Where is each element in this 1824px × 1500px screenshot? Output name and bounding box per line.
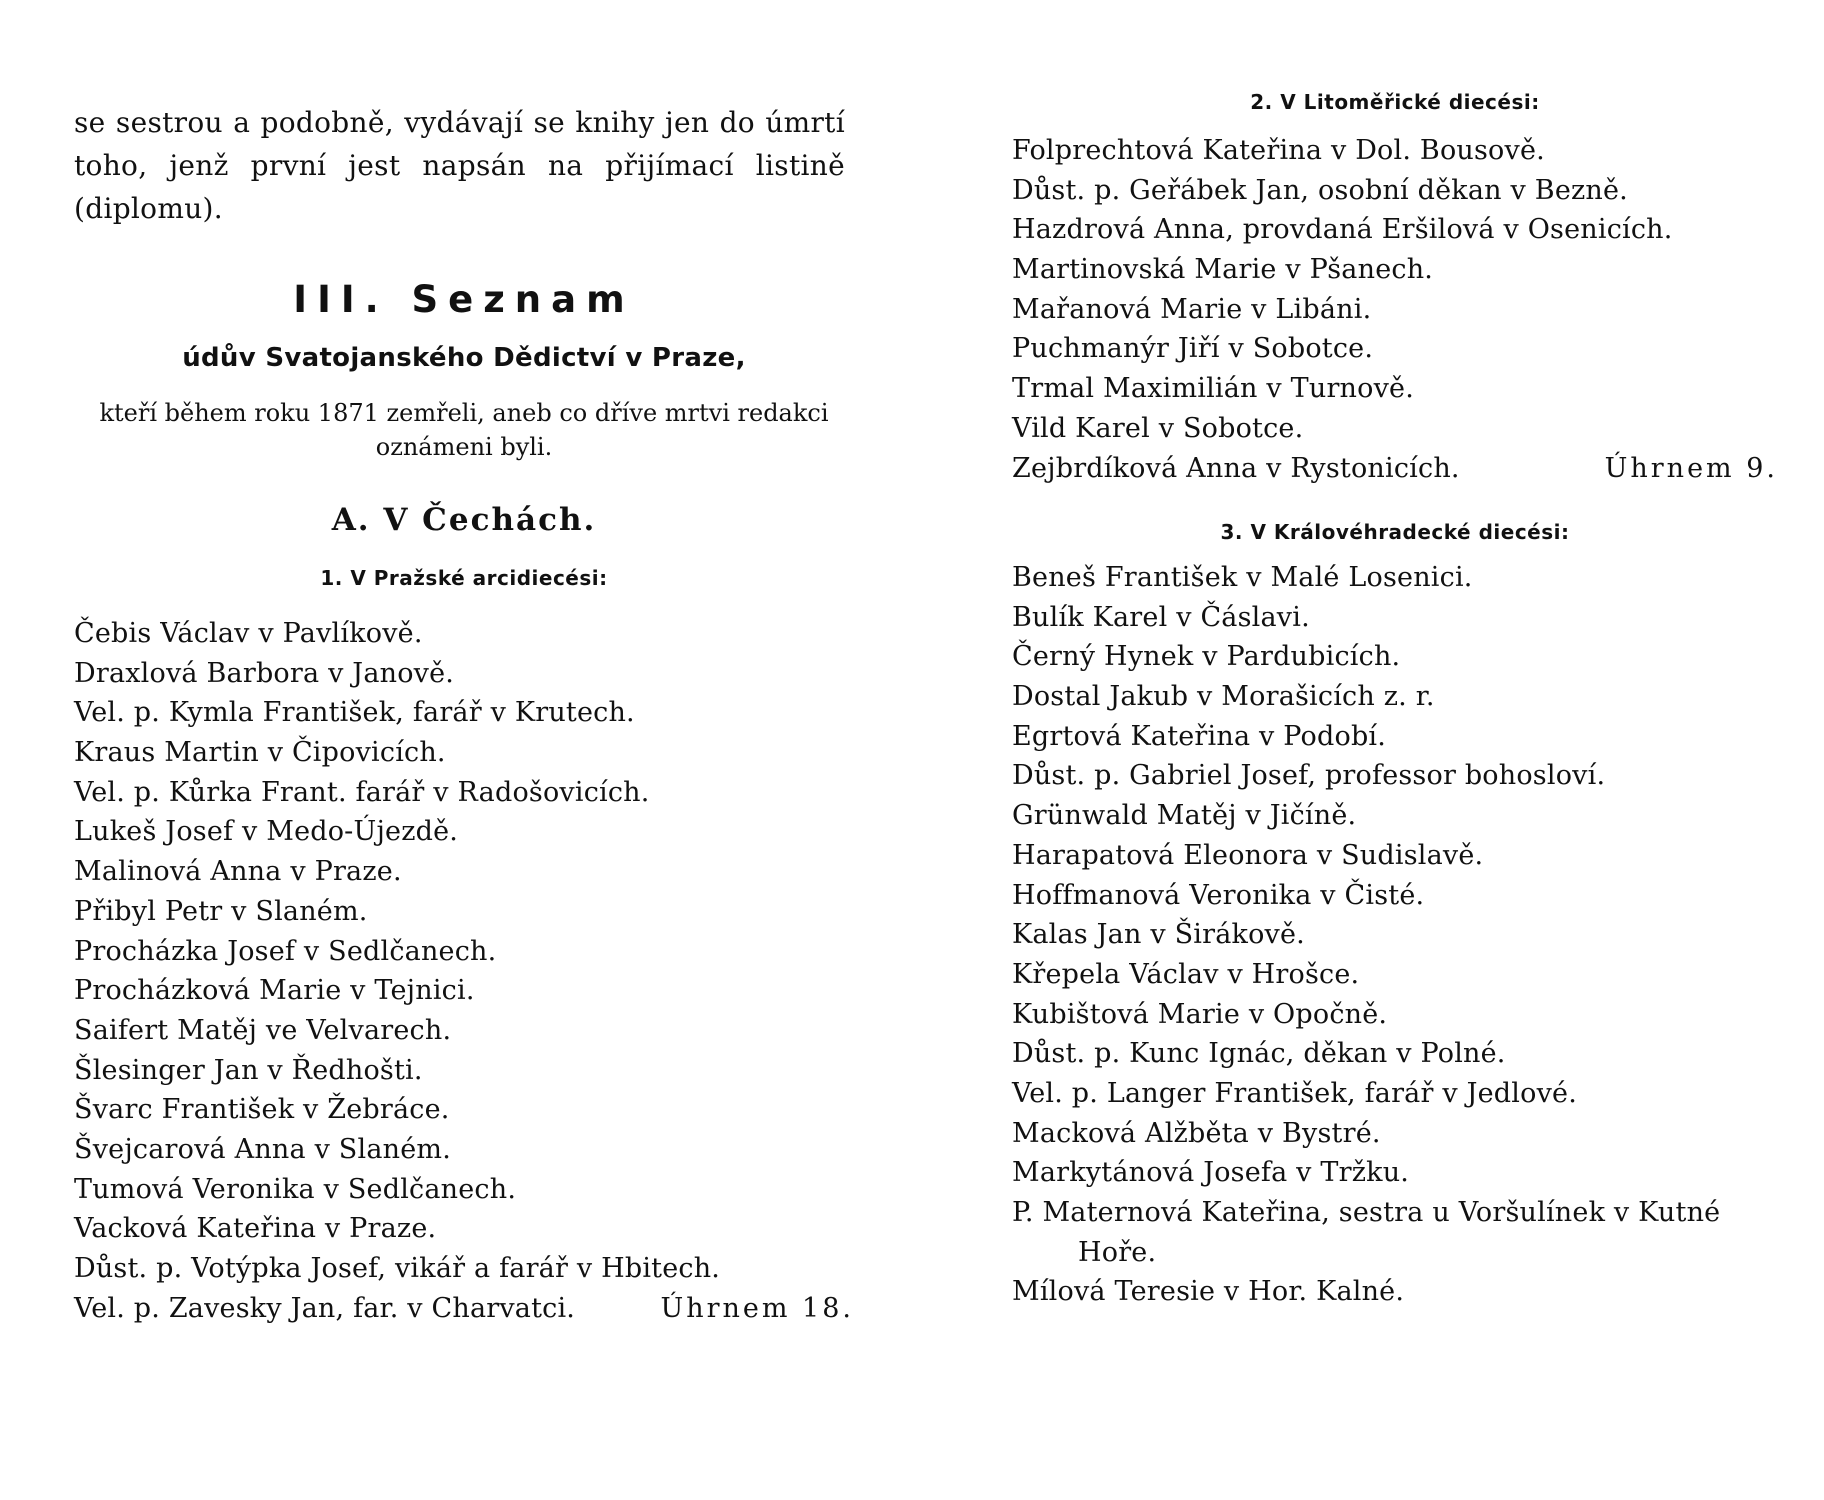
list-item: Procházková Marie v Tejnici. [74,975,475,1007]
list-item: Křepela Václav v Hrošce. [1012,958,1360,990]
list-item: Beneš František v Malé Losenici. [1012,562,1473,593]
list-item: Důst. p. Kunc Ignác, děkan v Polné. [1012,1038,1506,1070]
list-item-text: Zejbrdíková Anna v Rystonicích. [1012,452,1460,484]
list-item: Vel. p. Kůrka Frant. farář v Radošovicích. [74,776,650,808]
list-item: Trmal Maximilián v Turnově. [1012,373,1415,405]
list-item: Černý Hynek v Pardubicích. [1012,641,1401,673]
list-item: Procházka Josef v Sedlčanech. [74,935,497,967]
list-item: Hazdrová Anna, provdaná Eršilová v Osenicích. [1012,214,1673,246]
list-item: Kubištová Marie v Opočně. [1012,998,1388,1030]
list-item: Čebis Václav v Pavlíkově. [74,618,423,649]
section-note-line: oznámeni byli. [375,433,553,461]
list-item: Švarc František v Žebráce. [74,1094,450,1126]
intro-line: se sestrou a podobně, vydávají se knihy jen do úmrtí [74,106,845,139]
list-item: Malinová Anna v Praze. [74,856,402,888]
intro-line: toho, jenž první jest napsán na přijímací listině [74,149,845,182]
list-item [1012,1193,1778,1272]
list-item: Harapatová Eleonora v Sudislavě. [1012,839,1484,871]
list-item: Vacková Kateřina v Praze. [74,1213,437,1245]
list-item: Markytánová Josefa v Tržku. [1012,1157,1410,1189]
total-count: Úhrnem 18. [660,1292,854,1324]
list-item: Šlesinger Jan v Ředhošti. [74,1054,423,1086]
list-item: Grünwald Matěj v Jičíně. [1012,800,1357,832]
list-item-continuation: Hoře. [1078,1236,1157,1268]
diocese-heading: 3. V Královéhradecké diecési: [1220,520,1570,544]
list-item: Egrtová Kateřina v Podobí. [1012,720,1387,752]
section-title: III. Seznam [293,278,635,321]
list-item: Důst. p. Votýpka Josef, vikář a farář v Hbitech. [74,1253,721,1284]
list-item: Macková Alžběta v Bystré. [1012,1117,1381,1149]
total-count: Úhrnem 9. [1604,452,1778,484]
list-item: Tumová Veronika v Sedlčanech. [74,1173,517,1205]
list-item: Vild Karel v Sobotce. [1012,412,1304,444]
list-item-text: P. Maternová Kateřina, sestra u Voršulínek v Kutné [1012,1197,1721,1228]
diocese-heading: 1. V Pražské arcidiecési: [320,566,608,590]
list-item: Saifert Matěj ve Velvarech. [74,1014,452,1046]
list-item: Puchmanýr Jiří v Sobotce. [1012,333,1374,365]
list-item: Přibyl Petr v Slaném. [74,895,368,927]
list-item: Dostal Jakub v Morašicích z. r. [1012,681,1435,713]
section-subtitle: údův Svatojanského Dědictví v Praze, [182,343,746,373]
list-item: Mařanová Marie v Libáni. [1012,293,1372,325]
list-item-with-total [74,1289,854,1329]
list-item: Draxlová Barbora v Janově. [74,657,455,689]
list-item: Martinovská Marie v Pšanech. [1012,254,1434,286]
list-item: Kraus Martin v Čipovicích. [74,737,446,769]
list-item: Vel. p. Kymla František, farář v Krutech. [74,697,635,729]
list-item: Vel. p. Langer František, farář v Jedlové. [1012,1077,1577,1109]
region-heading: A. V Čechách. [331,502,597,538]
list-item: Kalas Jan v Širákově. [1012,919,1305,951]
list-item-text: Vel. p. Zavesky Jan, far. v Charvatci. [74,1292,576,1324]
list-item: Švejcarová Anna v Slaném. [74,1133,451,1165]
list-item: Folprechtová Kateřina v Dol. Bousově. [1012,135,1545,166]
diocese-heading: 2. V Litoměřické diecési: [1250,90,1540,114]
member-list [74,614,854,1328]
list-item: Hoffmanová Veronika v Čisté. [1012,879,1425,911]
member-list [1012,558,1778,1312]
list-item: Bulík Karel v Čáslavi. [1012,601,1310,633]
list-item: Důst. p. Gabriel Josef, professor bohosloví. [1012,760,1606,792]
member-list [1012,131,1778,488]
list-item-with-total [1012,449,1778,489]
intro-line: (diplomu). [74,192,223,225]
list-item: Mílová Teresie v Hor. Kalné. [1012,1276,1405,1308]
section-note-line: kteří během roku 1871 zemřeli, aneb co dříve mrtvi redakci [99,399,829,427]
list-item: Lukeš Josef v Medo-Újezdě. [74,816,459,848]
section-note [74,396,854,464]
intro-paragraph [74,101,845,230]
list-item: Důst. p. Geřábek Jan, osobní děkan v Bezně. [1012,174,1628,206]
